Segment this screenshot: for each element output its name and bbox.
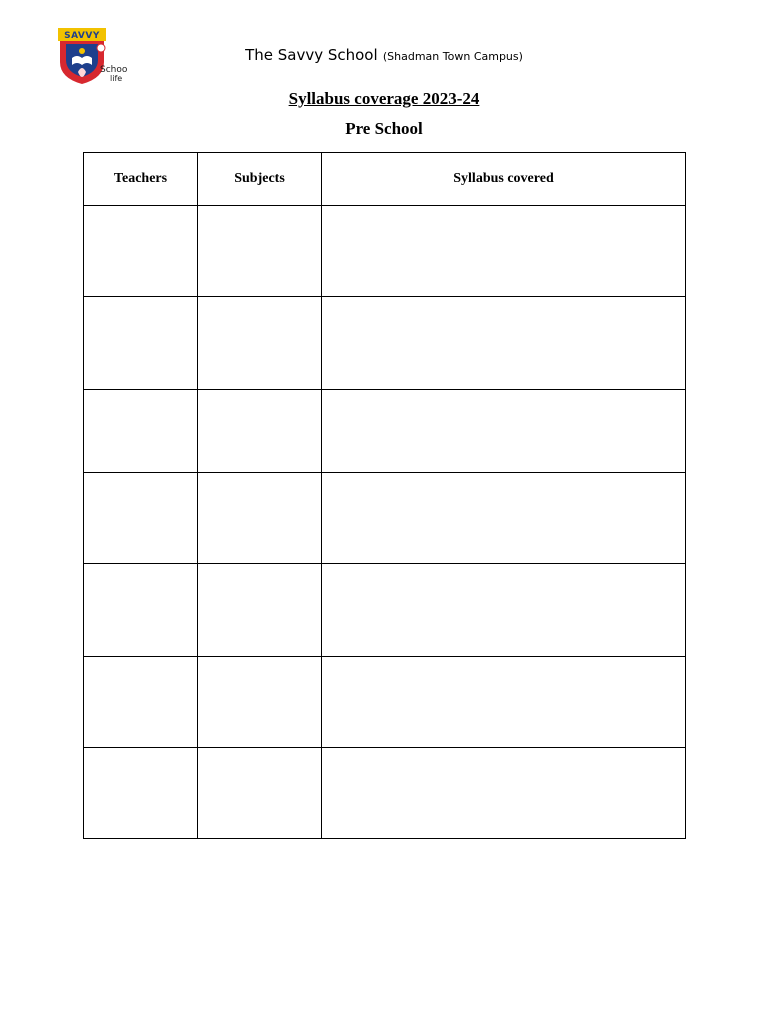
- school-header: [0, 46, 768, 64]
- syllabus-cell[interactable]: [322, 657, 686, 748]
- teacher-cell[interactable]: [84, 297, 198, 390]
- teacher-cell[interactable]: [84, 390, 198, 473]
- logo-wordmark: SAVVY: [64, 31, 100, 41]
- table-row: [84, 390, 686, 473]
- syllabus-cell[interactable]: [322, 564, 686, 657]
- teacher-cell[interactable]: [84, 473, 198, 564]
- column-header-teachers: Teachers: [84, 153, 198, 206]
- subject-cell[interactable]: [198, 297, 322, 390]
- table-row: [84, 748, 686, 839]
- teacher-cell[interactable]: [84, 748, 198, 839]
- school-name: The Savvy School: [245, 46, 378, 64]
- document-subtitle: Pre School: [345, 119, 423, 138]
- subject-cell[interactable]: [198, 473, 322, 564]
- syllabus-cell[interactable]: [322, 297, 686, 390]
- table-row: [84, 657, 686, 748]
- subject-cell[interactable]: [198, 564, 322, 657]
- campus-name: (Shadman Town Campus): [382, 50, 523, 63]
- logo-tagline-1: Schoo: [100, 65, 128, 75]
- teacher-cell[interactable]: [84, 657, 198, 748]
- syllabus-cell[interactable]: [322, 206, 686, 297]
- logo-tagline-2: life: [110, 74, 123, 83]
- subject-cell[interactable]: [198, 657, 322, 748]
- table-row: [84, 297, 686, 390]
- teacher-cell[interactable]: [84, 564, 198, 657]
- table-header-row: [84, 153, 686, 206]
- table-row: [84, 473, 686, 564]
- subject-cell[interactable]: [198, 206, 322, 297]
- document-title: Syllabus coverage 2023-24: [288, 89, 480, 108]
- column-header-syllabus-covered: Syllabus covered: [322, 153, 686, 206]
- table-row: [84, 206, 686, 297]
- teacher-cell[interactable]: [84, 206, 198, 297]
- table-row: [84, 564, 686, 657]
- column-header-subjects: Subjects: [198, 153, 322, 206]
- subject-cell[interactable]: [198, 748, 322, 839]
- subject-cell[interactable]: [198, 390, 322, 473]
- syllabus-table: [83, 152, 686, 839]
- syllabus-cell[interactable]: [322, 390, 686, 473]
- syllabus-cell[interactable]: [322, 748, 686, 839]
- syllabus-cell[interactable]: [322, 473, 686, 564]
